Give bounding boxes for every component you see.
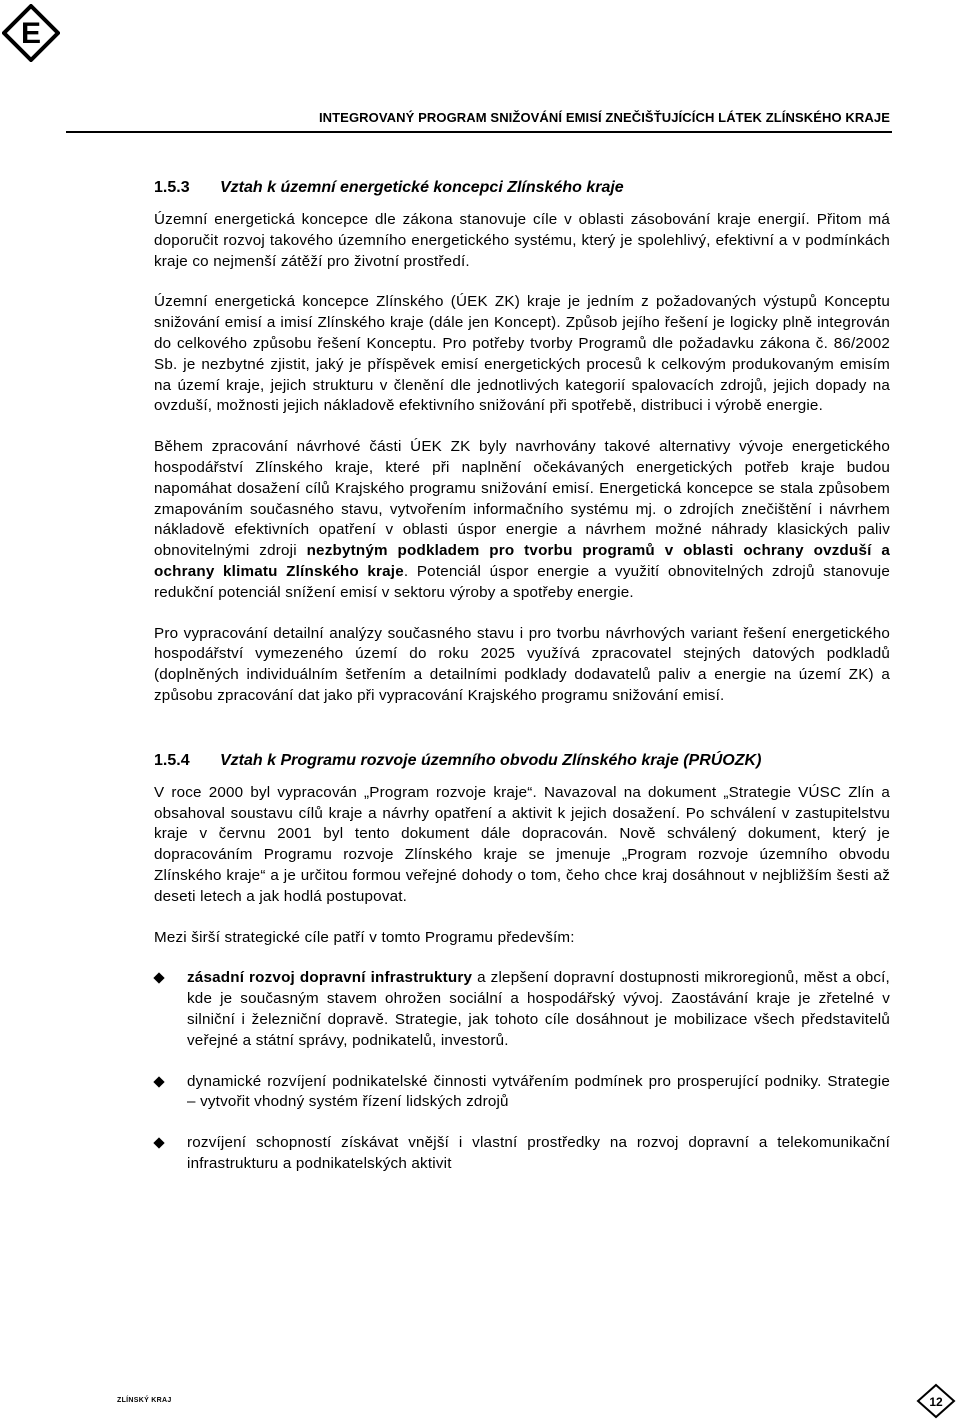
list-item [154,968,890,1051]
section-number: 1.5.3 [154,179,190,196]
header-divider [66,131,892,133]
paragraph: Pro vypracování detailní analýzy současného stavu i pro tvorbu návrhových variant řešení energetického hospodářství vymezeného území do roku 2025 využívá zpracovatel stejných datových podkladů (doplněných individuálním šetřením a detailními podklady dodavatelů paliv a energie na území ZK) a způsobu zpracování dat jako při vypracování Krajského programu snižování emisí. [154,624,890,704]
logo-letter: E [20,17,42,50]
section-number: 1.5.4 [154,751,190,769]
paragraph: V roce 2000 byl vypracován „Program rozvoje kraje“. Navazoval na dokument „Strategie VÚSC Zlín a obsahoval soustavu cílů kraje a návrhy opatření a aktivit k jejich dosažení. Po schválení v zastupitelstvu kraje v červnu 2001 byl tento dokument dále dopracován. Nově schválený dokument, který je dopracováním Programu rozvoje Zlínského kraje se jmenuje „Program rozvoje územního obvodu Zlínského kraje“ a je určitou formou veřejné dohody o tom, čeho chce kraj dosáhnout v nejbližším šesti až deseti letech a jak hodlá postupovat. [154,783,890,905]
list-item [154,1133,890,1175]
logo-diamond-icon [2,4,60,62]
document-body [154,178,890,1195]
paragraph: Územní energetická koncepce Zlínského (ÚEK ZK) kraje je jedním z požadovaných výstupů Konceptu snižování emisí a imisí Zlínského kraje (dále jen Koncept). Způsob jejího řešení je logicky plně integrován do celkového způsobu řešení Konceptu. Pro potřeby tvorby Programů dle požadavku zákona č. 86/2002 Sb. je nezbytné zjistit, jaký je příspěvek emisí energetických procesů k celkovým produkovaným emisím na území kraje, jejich strukturu v členění dle jednotlivých kategorií spalovacích zdrojů, jejich dopady na ovzduší, možnosti jejich nákladově efektivního snižování při spotřebě, distribuci i výrobě energie. [154,293,890,415]
list-item-text: a zlepšení dopravní dostupnosti mikroregionů, měst a obcí, kde je současným stavem ohrožen sociální a hospodářský vývoj. Zaostávání kraje je zřetelné v silniční i železniční dopravě. Strategie, jak tohoto cíle dosáhnout je mobilizace všech představitelů veřejné a státní správy, podnikatelů, investorů. [187,969,890,1049]
paragraph-bold-text: nezbytným podkladem pro tvorbu programů v oblasti ochrany ovzduší a ochrany klimatu Zlínského kraje [154,542,891,580]
list-item-bold-text: zásadní rozvoj dopravní infrastruktury [187,969,473,987]
paragraph [154,437,890,603]
paragraph: Mezi širší strategické cíle patří v tomto Programu především: [154,928,575,946]
page-number-badge [916,1383,956,1419]
section-heading-1-5-4 [154,751,890,771]
list-item-text: dynamické rozvíjení podnikatelské činnosti vytvářením podmínek pro prosperující podniky. Strategie – vytvořit vhodný systém řízení lidských zdrojů [187,1072,890,1111]
section-heading-1-5-3 [154,178,890,198]
paragraph-text: Během zpracování návrhové části ÚEK ZK byly navrhovány takové alternativy vývoje energetického hospodářství Zlínského kraje, které při naplnění očekávaných energetických potřeb kraje budou napomáhat dosažení cílů Krajského programu snižování emisí. Energetická koncepce se stala způsobem zmapováním současného stavu, vytvořením informačního systému mj. o zdrojích znečištění i návrhem nákladově efektivních opatření v oblasti úspor energie a návrhem možné náhrady klasických paliv obnovitelnými zdroji [154,438,890,560]
bullet-diamond-icon [153,1137,164,1148]
bullet-diamond-icon [153,1076,164,1087]
strategic-goals-list [154,968,890,1174]
document-header-title: INTEGROVANÝ PROGRAM SNIŽOVÁNÍ EMISÍ ZNEČIŠŤUJÍCÍCH LÁTEK ZLÍNSKÉHO KRAJE [318,110,890,125]
bullet-diamond-icon [153,973,164,984]
list-item [154,1072,890,1114]
company-logo [2,4,60,62]
paragraph: Územní energetická koncepce dle zákona stanovuje cíle v oblasti zásobování kraje energií. Přitom má doporučit rozvoj takového územního energetického systému, který je spolehlivý, efektivní a v podmínkách kraje co nejmenší zátěží pro životní prostředí. [154,211,890,270]
paragraph-text: . Potenciál úspor energie a využití obnovitelných zdrojů stanovuje redukční potenciál snížení emisí v sektoru výroby a spotřeby energie. [154,562,890,601]
section-title: Vztah k územní energetické koncepci Zlínského kraje [220,179,624,196]
list-item-text: rozvíjení schopností získávat vnější i vlastní prostředky na rozvoj dopravní a telekomunikační infrastrukturu a podnikatelských aktivit [187,1134,890,1172]
page-number: 12 [929,1395,943,1409]
section-title: Vztah k Programu rozvoje územního obvodu Zlínského kraje (PRÚOZK) [220,751,762,769]
footer-label: ZLÍNSKÝ KRAJ [117,1397,172,1404]
